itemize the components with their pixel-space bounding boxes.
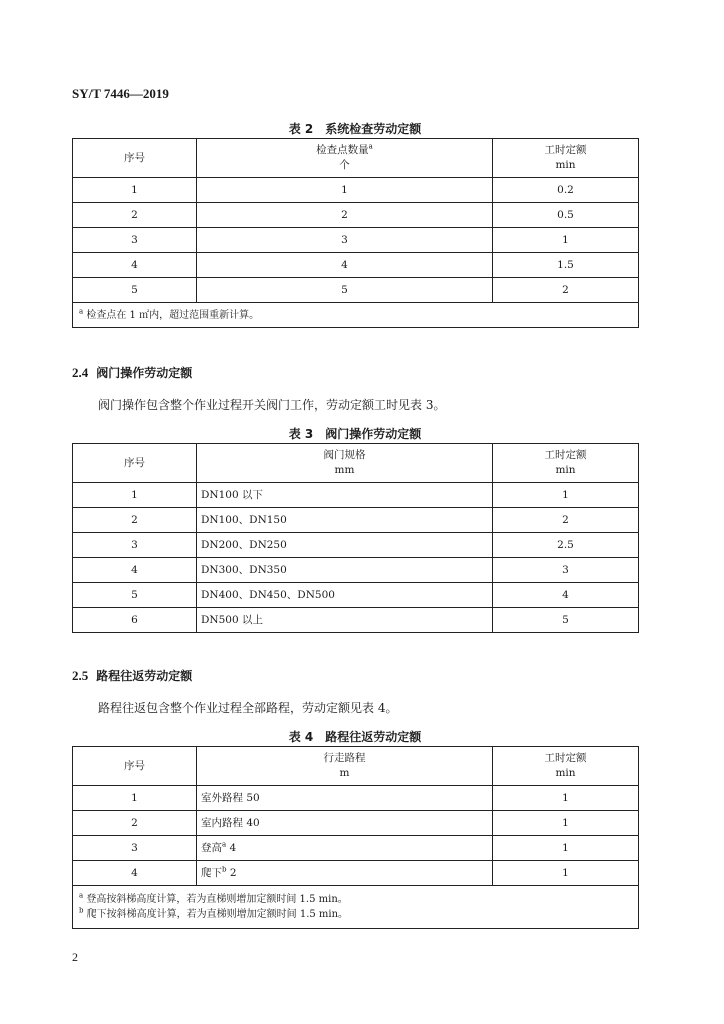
table2-cell-qty: 2 xyxy=(197,203,493,228)
table3-cell-time: 1 xyxy=(493,483,639,508)
table3-cell-no: 6 xyxy=(73,608,197,633)
table4-note-b xyxy=(79,907,632,922)
table4-header-time-label: 工时定额 xyxy=(544,752,587,764)
section-2-4-paragraph: 阀门操作包含整个作业过程开关阀门工作，劳动定额工时见表 3。 xyxy=(98,398,446,412)
table2-header-qty-unit: 个 xyxy=(339,159,350,171)
table3-header-time-unit: min xyxy=(555,464,576,476)
table2-cell-no: 1 xyxy=(73,178,197,203)
table3-cell-time: 3 xyxy=(493,558,639,583)
table2-header-qty-label: 检查点数量 xyxy=(316,144,369,156)
table-row xyxy=(73,786,639,811)
table-row xyxy=(73,228,639,253)
table2-cell-time: 1.5 xyxy=(493,253,639,278)
table3-header-spec-unit: mm xyxy=(334,464,355,476)
table-row xyxy=(73,178,639,203)
table4-header-route-label: 行走路程 xyxy=(323,752,366,764)
table-row xyxy=(73,583,639,608)
table3-cell-spec: DN300、DN350 xyxy=(197,558,493,583)
table4-route-label: 爬下 xyxy=(201,866,222,879)
table2-cell-qty: 5 xyxy=(197,278,493,303)
table3-header-no: 序号 xyxy=(73,444,197,483)
section-title: 阀门操作劳动定额 xyxy=(96,366,193,380)
table3 xyxy=(72,443,639,633)
table2-cell-no: 5 xyxy=(73,278,197,303)
table4-cell-route: 室内路程 40 xyxy=(197,811,493,836)
table3-header-time-label: 工时定额 xyxy=(544,449,587,461)
table4-title: 表 4 路程往返劳动定额 xyxy=(288,730,422,744)
footnote-mark: a xyxy=(368,142,373,151)
table3-cell-no: 1 xyxy=(73,483,197,508)
table3-cell-spec: DN400、DN450、DN500 xyxy=(197,583,493,608)
table4-cell-time: 1 xyxy=(493,861,639,886)
table2-cell-time: 1 xyxy=(493,228,639,253)
table-row xyxy=(73,278,639,303)
table2-cell-qty: 3 xyxy=(197,228,493,253)
table4-route-label: 登高 xyxy=(201,841,222,854)
table-row xyxy=(73,811,639,836)
table2-cell-time: 2 xyxy=(493,278,639,303)
table2-header-row xyxy=(73,139,639,178)
table3-header-spec xyxy=(197,444,493,483)
table3-header-time xyxy=(493,444,639,483)
table3-cell-no: 3 xyxy=(73,533,197,558)
table4-header-time xyxy=(493,747,639,786)
table-row xyxy=(73,558,639,583)
table2-cell-no: 2 xyxy=(73,203,197,228)
table4-cell-time: 1 xyxy=(493,836,639,861)
table4-header-route-unit: m xyxy=(339,767,350,779)
footnote-mark: b xyxy=(222,865,227,873)
table4-header-route xyxy=(197,747,493,786)
table2 xyxy=(72,138,639,328)
table4-cell-no: 3 xyxy=(73,836,197,861)
table4-cell-time: 1 xyxy=(493,811,639,836)
table4-note-a-text: 登高按斜梯高度计算，若为直梯则增加定额时间 1.5 min。 xyxy=(86,894,348,905)
table2-cell-time: 0.2 xyxy=(493,178,639,203)
table2-header-time-unit: min xyxy=(555,159,576,171)
table-row xyxy=(73,608,639,633)
table2-cell-no: 3 xyxy=(73,228,197,253)
table3-cell-spec: DN500 以上 xyxy=(197,608,493,633)
page-number: 2 xyxy=(72,950,78,964)
footnote-mark: a xyxy=(79,891,84,900)
table2-note-text: 检查点在 1 ㎡内，超过范围重新计算。 xyxy=(86,309,260,321)
table3-cell-time: 2 xyxy=(493,508,639,533)
table3-cell-spec: DN100 以下 xyxy=(197,483,493,508)
table4-route-value: 2 xyxy=(229,866,237,879)
table3-cell-time: 4 xyxy=(493,583,639,608)
table-row xyxy=(73,508,639,533)
table-row xyxy=(73,253,639,278)
table3-cell-no: 2 xyxy=(73,508,197,533)
table3-cell-time: 5 xyxy=(493,608,639,633)
table3-cell-spec: DN100、DN150 xyxy=(197,508,493,533)
section-2-5-paragraph: 路程往返包含整个作业过程全部路程，劳动定额见表 4。 xyxy=(98,701,398,715)
section-2-5-heading xyxy=(72,667,192,684)
table4-cell-route: 室外路程 50 xyxy=(197,786,493,811)
table3-header-row xyxy=(73,444,639,483)
table-row xyxy=(73,533,639,558)
table2-header-time xyxy=(493,139,639,178)
table4-notes xyxy=(73,886,639,929)
table4-cell-route xyxy=(197,836,493,861)
table2-cell-time: 0.5 xyxy=(493,203,639,228)
table4-header-no: 序号 xyxy=(73,747,197,786)
table2-cell-qty: 1 xyxy=(197,178,493,203)
table2-header-qty xyxy=(197,139,493,178)
table3-cell-no: 5 xyxy=(73,583,197,608)
table4-cell-no: 1 xyxy=(73,786,197,811)
table4-note-a xyxy=(79,892,632,907)
table3-title: 表 3 阀门操作劳动定额 xyxy=(288,427,422,441)
table2-header-no: 序号 xyxy=(73,139,197,178)
standard-code: SY/T 7446—2019 xyxy=(72,86,169,101)
table4-cell-no: 2 xyxy=(73,811,197,836)
section-number: 2.4 xyxy=(72,365,89,380)
table3-cell-spec: DN200、DN250 xyxy=(197,533,493,558)
table4-header-row xyxy=(73,747,639,786)
table4-note-b-text: 爬下按斜梯高度计算，若为直梯则增加定额时间 1.5 min。 xyxy=(86,909,349,920)
table2-note xyxy=(73,303,639,328)
table4-note-row xyxy=(73,886,639,929)
table2-note-row xyxy=(73,303,639,328)
table2-title: 表 2 系统检查劳动定额 xyxy=(288,122,422,136)
section-2-4-heading xyxy=(72,364,192,381)
table4-cell-time: 1 xyxy=(493,786,639,811)
table4-cell-no: 4 xyxy=(73,861,197,886)
table-row xyxy=(73,483,639,508)
footnote-mark: a xyxy=(79,307,84,316)
table-row xyxy=(73,203,639,228)
table2-header-time-label: 工时定额 xyxy=(544,144,587,156)
table2-cell-no: 4 xyxy=(73,253,197,278)
table3-header-spec-label: 阀门规格 xyxy=(323,449,366,461)
table4 xyxy=(72,746,639,929)
table2-cell-qty: 4 xyxy=(197,253,493,278)
section-number: 2.5 xyxy=(72,668,89,683)
table3-cell-time: 2.5 xyxy=(493,533,639,558)
section-title: 路程往返劳动定额 xyxy=(96,669,193,683)
table4-cell-route xyxy=(197,861,493,886)
table3-cell-no: 4 xyxy=(73,558,197,583)
table4-route-value: 4 xyxy=(229,841,237,854)
footnote-mark: b xyxy=(79,906,84,915)
table-row xyxy=(73,861,639,886)
table4-header-time-unit: min xyxy=(555,767,576,779)
table-row xyxy=(73,836,639,861)
footnote-mark: a xyxy=(222,840,227,848)
